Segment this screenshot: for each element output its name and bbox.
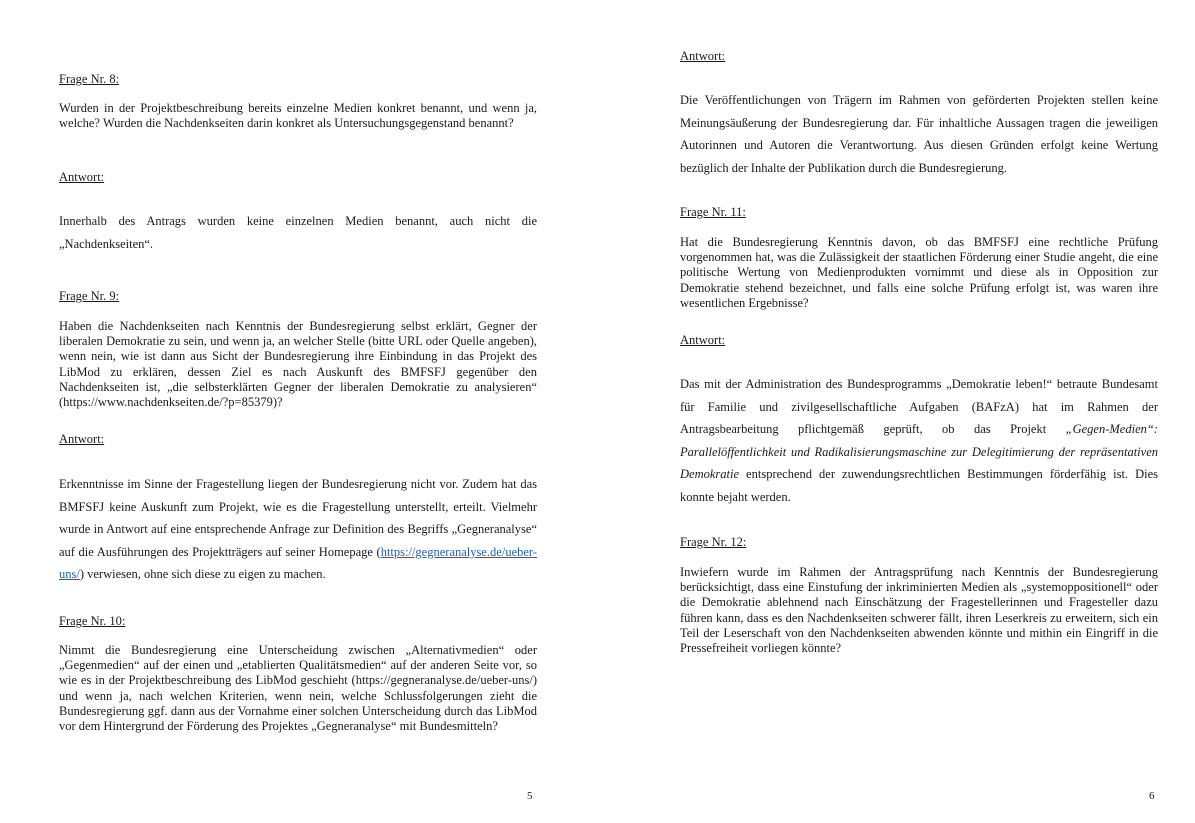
answer-11-text: [680, 373, 1158, 509]
question-8-heading: Frage Nr. 8:: [59, 72, 120, 86]
question-10-text: Nimmt die Bundesregierung eine Unterscheidung zwischen „Alternativmedien“ oder „Gegenmedien“ auf der einen und „etablierten Qualitätsmedien“ auf der anderen Seite vor, so wie es in der Projektbeschreibung des LibMod geschieht (https://gegneranalyse.de/ueber-uns/) und wenn ja, nach welchen Kriterien, wenn nein, welche Schlussfolgerungen zieht die Bundesregierung ggf. dann aus der Vornahme einer solchen Unterscheidung durch das LibMod vor dem Hintergrund der Förderung des Projektes „Gegneranalyse“ mit Bundesmitteln?: [59, 643, 537, 734]
answer-9-text-before: Erkenntnisse im Sinne der Fragestellung liegen der Bundesregierung nicht vor. Zudem hat das BMFSFJ keine Auskunft zum Projekt, wie es die Fragestellung unterstellt, erteilt. Vielmehr wurde in Antwort auf eine entsprechende Anfrage zur Definition des Begriffs „Gegneranalyse“ auf die Ausführungen des Projektträgers auf seiner Homepage (: [59, 477, 537, 559]
answer-9-text: [59, 473, 537, 586]
answer-11-text-after: entsprechend der zuwendungsrechtlichen Bestimmungen förderfähig ist. Dies konnte bejaht werden.: [680, 467, 1158, 504]
question-9-text: Haben die Nachdenkseiten nach Kenntnis der Bundesregierung selbst erklärt, Gegner der liberalen Demokratie zu sein, und wenn ja, an welcher Stelle (bitte URL oder Quelle angeben), wenn nein, wie ist dann aus Sicht der Bundesregierung ihre Einbindung in das Projekt des LibMod zu erklären, dessen Ziel es nach Auskunft des BMFSFJ gegenüber den Nachdenkseiten ist, „die selbsterklärten Gegner der liberalen Demokratie zu analysieren“ (https://www.nachdenkseiten.de/?p=85379)?: [59, 319, 537, 410]
question-11-heading: Frage Nr. 11:: [680, 205, 746, 219]
answer-10-text: Die Veröffentlichungen von Trägern im Rahmen von geförderten Projekten stellen keine Meinungsäußerung der Bundesregierung dar. Für inhaltliche Aussagen tragen die jeweiligen Autorinnen und Autoren die Verantwortung. Aus diesen Gründen erfolgt keine Wertung bezüglich der Inhalte der Publikation durch die Bundesregierung.: [680, 93, 1158, 175]
page-left: [0, 0, 597, 823]
answer-10-heading: Antwort:: [680, 49, 726, 63]
answer-9-text-after: ) verwiesen, ohne sich diese zu eigen zu machen.: [79, 567, 326, 582]
question-11-text: Hat die Bundesregierung Kenntnis davon, ob das BMFSFJ eine rechtliche Prüfung vorgenommen hat, was die Zulässigkeit der staatlichen Förderung einer Studie angeht, die eine politische Wertung von Medienprodukten vornimmt und diese als in Opposition zur Demokratie stehend bezeichnet, und falls eine solche Prüfung erfolgt ist, was waren ihre wesentlichen Ergebnisse?: [680, 235, 1158, 310]
answer-8-text: Innerhalb des Antrags wurden keine einzelnen Medien benannt, auch nicht die „Nachdenkseiten“.: [59, 214, 537, 251]
question-10-heading: Frage Nr. 10:: [59, 614, 126, 628]
answer-11-text-before: Das mit der Administration des Bundesprogramms „Demokratie leben!“ betraute Bundesamt für Familie und zivilgesellschaftliche Aufgaben (BAFzA) hat im Rahmen der Antragsbearbeitung pflichtgemäß geprüft, ob das Projekt: [680, 377, 1158, 437]
question-9-heading: Frage Nr. 9:: [59, 289, 120, 303]
gegneranalyse-link[interactable]: https://gegneranalyse.de/ueber-uns/: [59, 544, 537, 582]
answer-8-heading: Antwort:: [59, 170, 105, 184]
page-number: 6: [1149, 790, 1155, 802]
question-12-text: Inwiefern wurde im Rahmen der Antragsprüfung nach Kenntnis der Bundesregierung berücksichtigt, dass eine Einstufung der inkriminierten Medien als „systemoppositionell“ oder die Demokratie ablehnend nach Einschätzung der Fragestellerinnen und Fragesteller dazu führen kann, dass es den Nachdenkseiten schwerer fällt, ihren Leserkreis zu erweitern, sich ein Teil der Leserschaft von den Nachdenkseiten abwenden könnte und mithin ein Eingriff in die Pressefreiheit vorliegen könnte?: [680, 565, 1158, 656]
page-number: 5: [527, 790, 533, 802]
project-title: „Gegen-Medien“: Parallelöffentlichkeit und Radikalisierungsmaschine zur Delegitimierung der repräsentativen Demokratie: [680, 422, 1158, 482]
answer-9-heading: Antwort:: [59, 432, 105, 446]
answer-11-heading: Antwort:: [680, 333, 726, 347]
question-8-text: Wurden in der Projektbeschreibung bereits einzelne Medien konkret benannt, und wenn ja, welche? Wurden die Nachdenkseiten darin konkret als Untersuchungsgegenstand benannt?: [59, 101, 537, 131]
page-right: [597, 0, 1195, 823]
question-12-heading: Frage Nr. 12:: [680, 535, 747, 549]
